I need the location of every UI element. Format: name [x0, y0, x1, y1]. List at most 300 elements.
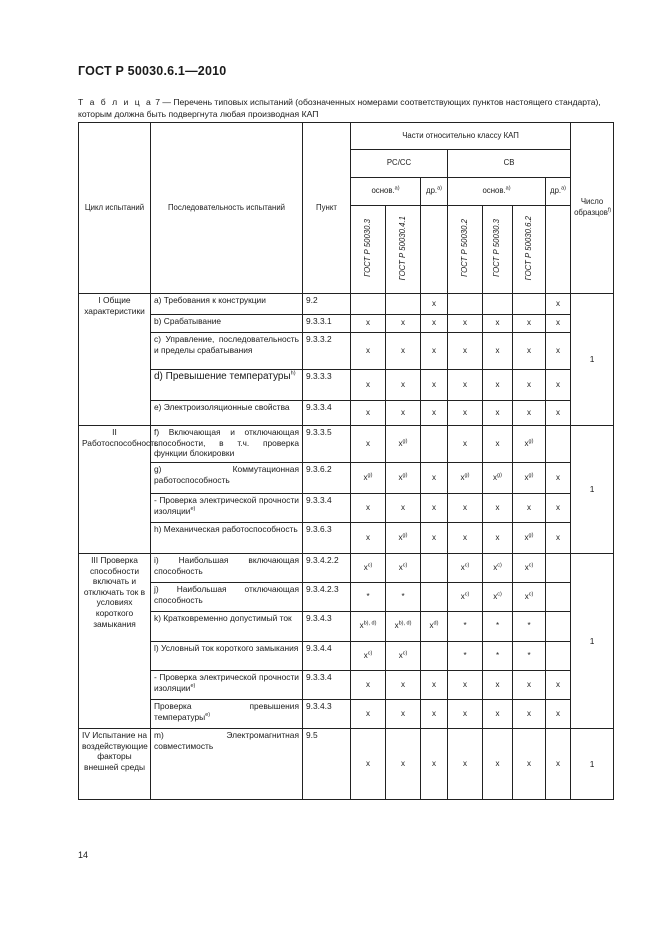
mark-symbol: x [366, 345, 370, 355]
mark-note: c) [497, 562, 502, 569]
mark-cell [421, 554, 448, 583]
mark-cell [483, 642, 513, 671]
point-cell: 9.3.3.3 [303, 370, 351, 401]
mark-cell [351, 612, 386, 642]
table-row [79, 554, 614, 583]
mark-cell [386, 729, 421, 800]
mark-cell [421, 494, 448, 523]
mark-cell [421, 426, 448, 463]
sequence-cell [151, 612, 303, 642]
header-point: Пункт [303, 123, 351, 294]
sequence-text: d) Превышение температуры [154, 371, 291, 382]
mark-cell [386, 370, 421, 401]
std-label-4: ГОСТ Р 50030.3 [492, 218, 502, 277]
mark-symbol: x [463, 532, 467, 542]
mark-cell [351, 729, 386, 800]
mark-cell [386, 333, 421, 370]
mark-cell [513, 583, 546, 612]
mark-symbol: x [363, 562, 368, 572]
mark-cell [546, 463, 571, 494]
mark-cell [386, 294, 421, 315]
mark-symbol: x [495, 758, 500, 768]
mark-cell [483, 700, 513, 729]
mark-cell [351, 671, 386, 700]
point-cell: 9.3.3.2 [303, 333, 351, 370]
mark-cell [421, 315, 448, 333]
point-cell: 9.2 [303, 294, 351, 315]
mark-symbol: x [366, 758, 370, 768]
mark-symbol: x [556, 472, 561, 482]
mark-cell [351, 315, 386, 333]
mark-note: b), d) [363, 620, 377, 627]
sequence-text: - Проверка электрической прочности изоляции [154, 672, 299, 693]
mark-symbol: * [495, 621, 500, 631]
mark-cell [546, 523, 571, 554]
mark-symbol: * [401, 591, 405, 601]
mark-symbol: x [556, 318, 561, 328]
sequence-note: h) [290, 370, 296, 377]
header-dr-1 [421, 178, 448, 206]
mark-cell [483, 426, 513, 463]
mark-cell [448, 642, 483, 671]
sequence-cell [151, 315, 303, 333]
mark-symbol: x [366, 708, 370, 718]
mark-cell [386, 642, 421, 671]
mark-cell [351, 583, 386, 612]
table-row [79, 494, 614, 523]
mark-cell [546, 612, 571, 642]
mark-symbol: * [366, 591, 370, 601]
point-cell: 9.5 [303, 729, 351, 800]
mark-cell [513, 700, 546, 729]
mark-cell [421, 370, 448, 401]
mark-cell [448, 294, 483, 315]
table-row [79, 333, 614, 370]
mark-symbol: x [556, 298, 561, 308]
mark-symbol: x [432, 379, 436, 389]
mark-cell [351, 700, 386, 729]
mark-symbol: x [493, 562, 498, 572]
sequence-text: b) Срабатывание [154, 316, 222, 326]
mark-cell [483, 401, 513, 426]
mark-cell [448, 700, 483, 729]
mark-symbol: x [495, 532, 500, 542]
mark-symbol: * [527, 650, 531, 660]
mark-cell [421, 401, 448, 426]
mark-symbol: x [366, 532, 370, 542]
mark-symbol: x [463, 345, 467, 355]
mark-symbol: x [366, 502, 370, 512]
mark-symbol: x [401, 758, 405, 768]
sequence-note: e) [190, 505, 196, 512]
table-row [79, 426, 614, 463]
sequence-cell [151, 642, 303, 671]
mark-cell [546, 494, 571, 523]
mark-symbol: x [366, 438, 370, 448]
mark-symbol: x [495, 318, 500, 328]
mark-cell [546, 294, 571, 315]
page-number: 14 [78, 850, 89, 860]
mark-cell [421, 642, 448, 671]
mark-symbol: x [527, 318, 531, 328]
mark-symbol: x [429, 621, 434, 631]
header-osn-1-note: а) [394, 185, 400, 192]
mark-note: c) [402, 562, 408, 569]
mark-symbol: x [460, 472, 465, 482]
sequence-cell [151, 583, 303, 612]
point-cell: 9.3.4.4 [303, 642, 351, 671]
mark-cell [421, 729, 448, 800]
table-row [79, 463, 614, 494]
header-dr-1-note: а) [437, 185, 442, 192]
sequence-cell [151, 401, 303, 426]
mark-symbol: x [401, 679, 405, 689]
header-dr-2 [546, 178, 571, 206]
mark-cell [546, 333, 571, 370]
sequence-text: Проверка превышения температуры [154, 701, 299, 722]
mark-symbol: x [495, 407, 500, 417]
sequence-text: l) Условный ток короткого замыкания [154, 643, 299, 653]
sequence-text: e) Электроизоляционные свойства [154, 402, 290, 412]
mark-cell [513, 523, 546, 554]
mark-note: g) [402, 438, 408, 445]
header-dr-2-note: а) [561, 185, 566, 192]
mark-note: g) [528, 532, 534, 539]
mark-symbol: x [527, 379, 531, 389]
mark-symbol: x [495, 438, 500, 448]
mark-cell [448, 583, 483, 612]
mark-cell [351, 426, 386, 463]
mark-symbol: x [401, 318, 405, 328]
mark-cell [448, 315, 483, 333]
mark-note: c) [464, 562, 470, 569]
document-header: ГОСТ Р 50030.6.1—2010 [78, 64, 227, 78]
sequence-cell [151, 700, 303, 729]
mark-cell [546, 426, 571, 463]
mark-symbol: x [398, 472, 403, 482]
cycle-cell: IV Испытание на воздействующие факторы внешней среды [79, 729, 151, 800]
mark-symbol: x [366, 679, 370, 689]
mark-symbol: x [401, 708, 405, 718]
point-cell: 9.3.4.3 [303, 612, 351, 642]
mark-cell [483, 315, 513, 333]
mark-symbol: x [366, 379, 370, 389]
header-cycle: Цикл испытаний [79, 123, 151, 294]
mark-symbol: x [432, 758, 436, 768]
mark-symbol: x [493, 591, 498, 601]
mark-note: b), d) [398, 620, 412, 627]
sequence-text: f) Включающая и отключающая способности, в т.ч. проверка функции блокировки [154, 427, 299, 459]
caption-word: Т а б л и ц а [78, 97, 153, 107]
test-table [78, 122, 614, 800]
mark-symbol: x [463, 679, 467, 689]
point-cell: 9.3.3.1 [303, 315, 351, 333]
mark-note: d) [433, 620, 439, 627]
mark-symbol: x [460, 591, 465, 601]
header-cb: CB [448, 150, 571, 178]
mark-cell [546, 642, 571, 671]
mark-cell [421, 700, 448, 729]
mark-symbol: x [401, 502, 405, 512]
mark-note: g) [528, 438, 534, 445]
mark-cell [421, 612, 448, 642]
mark-cell [386, 463, 421, 494]
std-col-7 [546, 206, 571, 294]
mark-symbol: * [463, 650, 467, 660]
mark-cell [483, 612, 513, 642]
mark-symbol: x [527, 679, 531, 689]
sequence-text: i) Наибольшая включающая способность [154, 555, 299, 576]
std-col-5 [483, 206, 513, 294]
mark-cell [421, 333, 448, 370]
mark-cell [351, 401, 386, 426]
mark-note: g) [497, 472, 502, 479]
table-row [79, 370, 614, 401]
mark-symbol: x [556, 708, 561, 718]
mark-symbol: x [432, 502, 436, 512]
point-cell: 9.3.3.4 [303, 494, 351, 523]
mark-symbol: x [556, 379, 561, 389]
mark-symbol: x [363, 472, 368, 482]
mark-cell [421, 523, 448, 554]
header-sequence: Последовательность испытаний [151, 123, 303, 294]
header-dr-1-label: др. [426, 186, 438, 196]
caption-text: 7 — Перечень типовых испытаний (обозначенных номерами соответствующих пунктов настоящего стандарта), которым должна быть подвергнута любая производная КАП [78, 97, 601, 119]
mark-cell [386, 700, 421, 729]
mark-symbol: x [495, 679, 500, 689]
mark-cell [483, 494, 513, 523]
mark-cell [351, 523, 386, 554]
mark-symbol: x [527, 407, 531, 417]
mark-symbol: x [493, 472, 498, 482]
mark-cell [546, 729, 571, 800]
mark-cell [421, 463, 448, 494]
mark-symbol: x [527, 502, 531, 512]
sequence-text: m) Электромагнитная совместимость [154, 730, 299, 751]
mark-cell [513, 401, 546, 426]
point-cell: 9.3.3.5 [303, 426, 351, 463]
sequence-text: c) Управление, последовательность и пределы срабатывания [154, 334, 299, 355]
mark-cell [421, 671, 448, 700]
mark-cell [386, 671, 421, 700]
std-col-3 [421, 206, 448, 294]
std-col-1 [351, 206, 386, 294]
mark-cell [448, 401, 483, 426]
mark-cell [483, 671, 513, 700]
mark-cell [386, 315, 421, 333]
mark-symbol: x [495, 502, 500, 512]
mark-symbol: x [432, 345, 436, 355]
header-osn-2 [448, 178, 546, 206]
mark-cell [483, 554, 513, 583]
mark-note: c) [528, 562, 534, 569]
mark-cell [483, 463, 513, 494]
mark-symbol: x [366, 407, 370, 417]
mark-cell [513, 294, 546, 315]
point-cell: 9.3.6.3 [303, 523, 351, 554]
mark-symbol: * [495, 650, 500, 660]
std-col-4 [448, 206, 483, 294]
mark-cell [483, 583, 513, 612]
mark-note: c) [367, 650, 373, 657]
sequence-cell [151, 426, 303, 463]
mark-symbol: x [432, 679, 436, 689]
std-label-1: ГОСТ Р 50030.3 [362, 218, 372, 277]
header-count-note: f) [607, 207, 612, 214]
sequence-text: g) Коммутационная работоспособность [154, 464, 299, 485]
table-row [79, 523, 614, 554]
mark-cell [513, 642, 546, 671]
sequence-text: j) Наибольшая отключающая способность [154, 584, 299, 605]
mark-symbol: x [463, 379, 467, 389]
mark-cell [513, 333, 546, 370]
sequence-cell [151, 729, 303, 800]
mark-cell [546, 401, 571, 426]
point-cell: 9.3.3.4 [303, 401, 351, 426]
mark-symbol: x [432, 318, 436, 328]
cycle-cell: I Общие характеристики [79, 294, 151, 426]
mark-symbol: x [495, 379, 500, 389]
mark-symbol: x [398, 532, 403, 542]
mark-note: g) [402, 532, 408, 539]
mark-note: c) [528, 591, 534, 598]
mark-cell [546, 315, 571, 333]
sample-count-cell: 1 [571, 554, 614, 729]
mark-symbol: x [463, 438, 467, 448]
std-col-2 [386, 206, 421, 294]
std-label-5: ГОСТ Р 50030.6.2 [523, 215, 533, 280]
mark-cell [546, 671, 571, 700]
sequence-note: e) [190, 682, 196, 689]
mark-cell [448, 333, 483, 370]
mark-cell [513, 370, 546, 401]
mark-cell [448, 612, 483, 642]
cycle-cell: III Проверка способности включать и отключать ток в условиях короткого замыкания [79, 554, 151, 729]
mark-cell [448, 729, 483, 800]
mark-symbol: x [366, 318, 370, 328]
mark-cell [351, 463, 386, 494]
mark-cell [448, 523, 483, 554]
mark-symbol: x [401, 407, 405, 417]
mark-symbol: x [527, 758, 531, 768]
mark-symbol: x [495, 345, 500, 355]
mark-note: g) [367, 472, 373, 479]
header-count [571, 123, 614, 294]
mark-symbol: x [401, 345, 405, 355]
mark-cell [351, 554, 386, 583]
mark-symbol: x [398, 438, 403, 448]
mark-cell [421, 583, 448, 612]
mark-cell [448, 370, 483, 401]
sequence-cell [151, 671, 303, 700]
mark-symbol: x [524, 591, 529, 601]
table-body [79, 294, 614, 800]
mark-cell [513, 612, 546, 642]
mark-symbol: x [463, 708, 467, 718]
mark-cell [351, 294, 386, 315]
mark-symbol: x [556, 345, 561, 355]
mark-cell [513, 494, 546, 523]
mark-symbol: x [524, 532, 529, 542]
sample-count-cell: 1 [571, 294, 614, 426]
table-row [79, 729, 614, 800]
mark-symbol: x [401, 379, 405, 389]
mark-cell [546, 370, 571, 401]
mark-symbol: x [398, 650, 403, 660]
mark-cell [351, 494, 386, 523]
mark-symbol: x [495, 708, 500, 718]
std-col-6 [513, 206, 546, 294]
mark-cell [351, 370, 386, 401]
mark-symbol: x [463, 318, 467, 328]
table-caption [78, 97, 613, 120]
mark-symbol: x [432, 407, 436, 417]
mark-symbol: * [527, 621, 531, 631]
mark-cell [386, 401, 421, 426]
mark-symbol: x [432, 708, 436, 718]
mark-cell [386, 426, 421, 463]
mark-symbol: x [394, 621, 399, 631]
header-osn-1-label: основ. [371, 186, 395, 196]
mark-symbol: x [463, 407, 467, 417]
mark-cell [386, 554, 421, 583]
mark-cell [483, 523, 513, 554]
mark-cell [386, 523, 421, 554]
mark-symbol: x [556, 407, 561, 417]
mark-cell [546, 700, 571, 729]
mark-cell [513, 463, 546, 494]
mark-cell [513, 554, 546, 583]
mark-cell [546, 554, 571, 583]
mark-symbol: x [359, 621, 364, 631]
mark-cell [513, 729, 546, 800]
mark-note: c) [402, 650, 408, 657]
mark-note: g) [528, 472, 534, 479]
mark-symbol: x [556, 532, 561, 542]
sequence-text: k) Кратковременно допустимый ток [154, 613, 292, 623]
point-cell: 9.3.4.3 [303, 700, 351, 729]
mark-symbol: x [463, 758, 467, 768]
mark-cell [448, 554, 483, 583]
mark-cell [448, 463, 483, 494]
mark-symbol: x [556, 502, 561, 512]
sequence-cell [151, 370, 303, 401]
mark-symbol: x [556, 679, 561, 689]
header-osn-2-label: основ. [482, 186, 506, 196]
table-row [79, 401, 614, 426]
mark-note: c) [464, 591, 470, 598]
mark-symbol: x [463, 502, 467, 512]
header-parts: Части относительно классу КАП [351, 123, 571, 150]
point-cell: 9.3.4.2.2 [303, 554, 351, 583]
sample-count-cell: 1 [571, 426, 614, 554]
sample-count-cell: 1 [571, 729, 614, 800]
header-osn-2-note: а) [505, 185, 511, 192]
header-dr-2-label: др. [550, 186, 562, 196]
mark-cell [483, 729, 513, 800]
sequence-cell [151, 333, 303, 370]
mark-cell [513, 315, 546, 333]
mark-cell [546, 583, 571, 612]
mark-note: c) [497, 591, 502, 598]
header-count-label: Число образцов [574, 197, 608, 217]
mark-symbol: x [556, 758, 561, 768]
sequence-cell [151, 494, 303, 523]
mark-cell [483, 294, 513, 315]
point-cell: 9.3.3.4 [303, 671, 351, 700]
mark-cell [421, 294, 448, 315]
mark-symbol: * [463, 621, 467, 631]
